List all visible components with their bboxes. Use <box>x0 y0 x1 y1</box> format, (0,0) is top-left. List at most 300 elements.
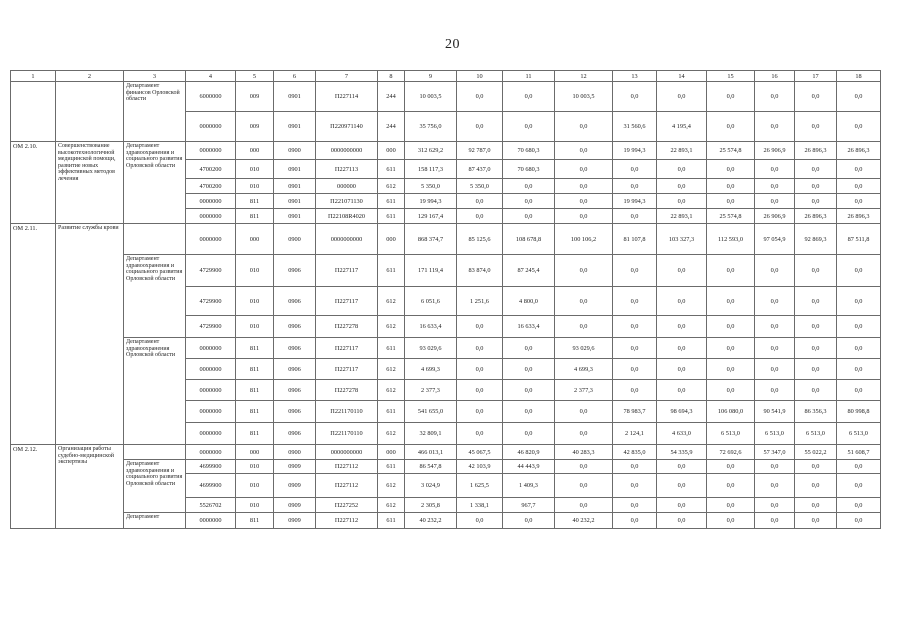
table-cell: 811 <box>236 513 274 529</box>
table-cell: 0901 <box>274 112 316 142</box>
table-cell: 1 409,3 <box>503 474 555 498</box>
table-cell: 811 <box>236 359 274 380</box>
table-cell: 4 195,4 <box>657 112 707 142</box>
table-cell: 010 <box>236 460 274 474</box>
table-cell: 0,0 <box>795 179 837 194</box>
table-cell: 4699900 <box>186 474 236 498</box>
table-cell: 611 <box>378 255 405 287</box>
table-cell: 0,0 <box>657 460 707 474</box>
table-cell: 0,0 <box>707 255 755 287</box>
table-cell: 16 633,4 <box>503 316 555 338</box>
table-cell: 000 <box>378 142 405 160</box>
table-cell: 32 809,1 <box>405 423 457 445</box>
table-cell: 612 <box>378 474 405 498</box>
table-cell: 6 513,0 <box>837 423 881 445</box>
table-cell: 0,0 <box>657 82 707 112</box>
table-cell: 0,0 <box>755 179 795 194</box>
table-cell: 0000000 <box>186 359 236 380</box>
table-cell: 97 054,9 <box>755 224 795 255</box>
table-cell: П220971140 <box>316 112 378 142</box>
table-cell: 10 003,5 <box>405 82 457 112</box>
program-name: Совершенствование высокотехнологичной медицинской помощи, развитие новых эффективных методов лечения <box>56 142 124 224</box>
table-cell: 0,0 <box>657 338 707 359</box>
table-cell: 0,0 <box>503 338 555 359</box>
table-cell: 0,0 <box>613 460 657 474</box>
table-cell: 0,0 <box>555 160 613 179</box>
table-cell: 000 <box>236 224 274 255</box>
table-cell: 0,0 <box>657 513 707 529</box>
table-cell: 6 513,0 <box>707 423 755 445</box>
table-cell: 108 678,8 <box>503 224 555 255</box>
table-cell: 0,0 <box>707 359 755 380</box>
table-cell: 70 680,3 <box>503 160 555 179</box>
table-cell: 611 <box>378 160 405 179</box>
table-cell: 0,0 <box>707 82 755 112</box>
table-cell: 5 350,0 <box>457 179 503 194</box>
table-cell: 811 <box>236 423 274 445</box>
table-cell: 0901 <box>274 160 316 179</box>
table-cell: 1 338,1 <box>457 498 503 513</box>
table-cell: 0,0 <box>795 287 837 316</box>
table-cell: 0906 <box>274 401 316 423</box>
table-row <box>11 338 881 359</box>
table-cell: 0,0 <box>707 316 755 338</box>
table-row <box>11 142 881 160</box>
budget-table <box>10 70 881 529</box>
table-cell: 86 547,8 <box>405 460 457 474</box>
table-cell: 0,0 <box>707 112 755 142</box>
table-cell: 31 560,6 <box>613 112 657 142</box>
table-cell: 4 699,3 <box>555 359 613 380</box>
table-cell: 40 232,2 <box>405 513 457 529</box>
table-cell: 0,0 <box>707 160 755 179</box>
table-cell: 0,0 <box>755 255 795 287</box>
column-header: 9 <box>405 71 457 82</box>
table-cell: 0,0 <box>555 460 613 474</box>
table-cell: 0,0 <box>755 112 795 142</box>
table-cell: 0,0 <box>795 474 837 498</box>
table-cell: 0909 <box>274 513 316 529</box>
table-cell: 0,0 <box>657 179 707 194</box>
table-cell: 42 103,9 <box>457 460 503 474</box>
table-cell: 612 <box>378 423 405 445</box>
table-cell: 85 125,6 <box>457 224 503 255</box>
table-cell: 129 167,4 <box>405 209 457 224</box>
table-cell: 0,0 <box>837 255 881 287</box>
table-cell: 0906 <box>274 423 316 445</box>
table-cell: 22 893,1 <box>657 142 707 160</box>
table-cell: 0,0 <box>657 316 707 338</box>
table-cell: 611 <box>378 513 405 529</box>
table-cell: 0,0 <box>457 380 503 401</box>
table-cell: 967,7 <box>503 498 555 513</box>
table-row <box>11 513 881 529</box>
table-cell: 0000000000 <box>316 142 378 160</box>
table-cell: 0,0 <box>795 338 837 359</box>
table-cell: 0,0 <box>503 82 555 112</box>
table-cell: 80 998,8 <box>837 401 881 423</box>
table-cell: 81 107,8 <box>613 224 657 255</box>
column-header: 1 <box>11 71 56 82</box>
table-cell: 0000000 <box>186 380 236 401</box>
table-cell: 0,0 <box>837 160 881 179</box>
table-cell: 0,0 <box>837 380 881 401</box>
table-cell: 40 232,2 <box>555 513 613 529</box>
table-cell: 611 <box>378 401 405 423</box>
table-cell: 19 994,3 <box>613 142 657 160</box>
table-cell: 4729900 <box>186 287 236 316</box>
table-cell: 0000000 <box>186 423 236 445</box>
column-header: 11 <box>503 71 555 82</box>
table-cell: 0,0 <box>837 338 881 359</box>
table-cell: 98 694,3 <box>657 401 707 423</box>
table-cell: 0,0 <box>755 474 795 498</box>
table-cell: 4 699,3 <box>405 359 457 380</box>
table-cell: 0,0 <box>613 498 657 513</box>
table-cell: 93 029,6 <box>555 338 613 359</box>
table-cell: 54 335,9 <box>657 445 707 460</box>
table-cell: 86 356,3 <box>795 401 837 423</box>
program-code <box>11 82 56 142</box>
table-cell: 4699900 <box>186 460 236 474</box>
table-cell: 0000000 <box>186 194 236 209</box>
table-cell: П227278 <box>316 380 378 401</box>
program-name <box>56 82 124 142</box>
table-cell: 0,0 <box>837 316 881 338</box>
table-cell: 0,0 <box>657 380 707 401</box>
table-row <box>11 460 881 474</box>
table-cell: 244 <box>378 82 405 112</box>
table-cell: 0900 <box>274 224 316 255</box>
table-cell: 0900 <box>274 445 316 460</box>
table-row <box>11 82 881 112</box>
executor-label: Департамент здравоохранения Орловской области <box>124 338 186 445</box>
table-cell: 0,0 <box>457 359 503 380</box>
table-cell: 0,0 <box>707 498 755 513</box>
table-cell: 0,0 <box>657 498 707 513</box>
table-cell: 0,0 <box>555 474 613 498</box>
table-cell: 5526702 <box>186 498 236 513</box>
table-cell: 0,0 <box>795 513 837 529</box>
table-cell: 0,0 <box>503 209 555 224</box>
table-cell: 0,0 <box>503 194 555 209</box>
executor-label: Департамент <box>124 513 186 529</box>
table-cell: 25 574,8 <box>707 209 755 224</box>
table-cell: 0,0 <box>837 112 881 142</box>
table-cell: П227117 <box>316 287 378 316</box>
table-cell: 4 800,0 <box>503 287 555 316</box>
table-cell: 0,0 <box>707 179 755 194</box>
column-header: 17 <box>795 71 837 82</box>
table-cell: 2 124,1 <box>613 423 657 445</box>
table-cell: 010 <box>236 179 274 194</box>
table-cell: 0,0 <box>657 160 707 179</box>
table-cell: 0,0 <box>457 401 503 423</box>
table-cell: 0909 <box>274 498 316 513</box>
table-cell: 0,0 <box>837 513 881 529</box>
table-cell: П221170110 <box>316 423 378 445</box>
table-cell: 0,0 <box>457 338 503 359</box>
table-cell: 0,0 <box>613 380 657 401</box>
table-cell: 0,0 <box>613 255 657 287</box>
table-cell: 26 896,3 <box>795 209 837 224</box>
table-cell: 103 327,3 <box>657 224 707 255</box>
table-cell: 0,0 <box>837 179 881 194</box>
table-cell: 42 835,0 <box>613 445 657 460</box>
executor-label: Департамент финансов Орловской области <box>124 82 186 142</box>
table-cell: 0,0 <box>555 401 613 423</box>
column-header: 12 <box>555 71 613 82</box>
table-cell: 611 <box>378 209 405 224</box>
table-cell: 010 <box>236 160 274 179</box>
table-cell: 000 <box>236 142 274 160</box>
table-cell: 0,0 <box>795 380 837 401</box>
table-cell: 51 608,7 <box>837 445 881 460</box>
table-cell: 72 692,6 <box>707 445 755 460</box>
program-name: Развитие службы крови <box>56 224 124 445</box>
table-cell: 26 906,9 <box>755 209 795 224</box>
table-cell: 611 <box>378 194 405 209</box>
column-header: 7 <box>316 71 378 82</box>
table-cell: 0,0 <box>707 460 755 474</box>
table-cell: П227112 <box>316 513 378 529</box>
table-row <box>11 224 881 255</box>
table-cell: 0000000000 <box>316 224 378 255</box>
table-cell: 312 629,2 <box>405 142 457 160</box>
table-cell: 0,0 <box>555 209 613 224</box>
program-code: ОМ 2.10. <box>11 142 56 224</box>
table-cell: 6 513,0 <box>795 423 837 445</box>
column-header: 16 <box>755 71 795 82</box>
table-cell: 0,0 <box>795 112 837 142</box>
table-cell: 57 347,0 <box>755 445 795 460</box>
table-cell: 0,0 <box>503 359 555 380</box>
table-cell: 106 080,0 <box>707 401 755 423</box>
table-cell: 0,0 <box>613 209 657 224</box>
table-cell: 26 896,3 <box>837 209 881 224</box>
table-cell: 35 756,0 <box>405 112 457 142</box>
table-cell: 40 283,3 <box>555 445 613 460</box>
table-cell: П221071130 <box>316 194 378 209</box>
column-header: 4 <box>186 71 236 82</box>
table-cell: 811 <box>236 194 274 209</box>
table-cell: 2 305,8 <box>405 498 457 513</box>
table-cell: 0,0 <box>503 513 555 529</box>
table-cell: 0,0 <box>555 112 613 142</box>
page-number: 20 <box>445 37 460 52</box>
column-header: 3 <box>124 71 186 82</box>
program-name: Организация работы судебно-медицинской экспертизы <box>56 445 124 529</box>
executor-label: Департамент здравоохранения и социального развития Орловской области <box>124 460 186 513</box>
table-cell: 6000000 <box>186 82 236 112</box>
table-cell: 0,0 <box>707 380 755 401</box>
executor-cell <box>124 445 186 460</box>
table-cell: 158 117,3 <box>405 160 457 179</box>
table-cell: 0000000 <box>186 209 236 224</box>
table-cell: 612 <box>378 316 405 338</box>
table-cell: 0,0 <box>837 460 881 474</box>
table-cell: П227117 <box>316 338 378 359</box>
table-cell: 0000000 <box>186 224 236 255</box>
table-cell: 010 <box>236 316 274 338</box>
table-cell: 0,0 <box>795 460 837 474</box>
table-cell: 0,0 <box>613 474 657 498</box>
table-cell: 0,0 <box>613 160 657 179</box>
table-cell: 612 <box>378 179 405 194</box>
table-row <box>11 255 881 287</box>
table-cell: 0,0 <box>555 142 613 160</box>
table-cell: 009 <box>236 82 274 112</box>
table-cell: П227112 <box>316 474 378 498</box>
table-cell: 0,0 <box>795 194 837 209</box>
column-header: 5 <box>236 71 274 82</box>
table-cell: 811 <box>236 209 274 224</box>
table-cell: 26 896,3 <box>837 142 881 160</box>
table-cell: 010 <box>236 474 274 498</box>
table-cell: П22108R4020 <box>316 209 378 224</box>
table-cell: 6 513,0 <box>755 423 795 445</box>
table-cell: 0906 <box>274 359 316 380</box>
table-cell: 0,0 <box>657 287 707 316</box>
table-cell: 46 820,9 <box>503 445 555 460</box>
table-cell: 0,0 <box>795 255 837 287</box>
table-cell: 0,0 <box>837 359 881 380</box>
table-cell: 87 245,4 <box>503 255 555 287</box>
column-header: 2 <box>56 71 124 82</box>
table-cell: 0,0 <box>657 255 707 287</box>
table-cell: 0,0 <box>755 359 795 380</box>
table-cell: 25 574,8 <box>707 142 755 160</box>
table-cell: 5 350,0 <box>405 179 457 194</box>
table-cell: 0,0 <box>555 423 613 445</box>
table-cell: 0,0 <box>457 423 503 445</box>
table-cell: 000 <box>378 445 405 460</box>
table-cell: 26 906,9 <box>755 142 795 160</box>
table-cell: 0,0 <box>613 287 657 316</box>
table-cell: 0,0 <box>503 401 555 423</box>
table-cell: 0,0 <box>837 474 881 498</box>
column-header: 15 <box>707 71 755 82</box>
table-cell: 0,0 <box>795 359 837 380</box>
table-cell: 0,0 <box>503 423 555 445</box>
table-cell: 26 896,3 <box>795 142 837 160</box>
table-cell: 612 <box>378 287 405 316</box>
table-cell: 0,0 <box>555 179 613 194</box>
executor-cell <box>124 224 186 255</box>
table-cell: 0,0 <box>755 287 795 316</box>
table-cell: 0,0 <box>457 513 503 529</box>
table-cell: 0,0 <box>613 359 657 380</box>
table-cell: 010 <box>236 255 274 287</box>
table-cell: 612 <box>378 498 405 513</box>
table-cell: 811 <box>236 338 274 359</box>
table-cell: 0000000 <box>186 338 236 359</box>
table-cell: 83 874,0 <box>457 255 503 287</box>
table-cell: 0906 <box>274 316 316 338</box>
table-cell: П227278 <box>316 316 378 338</box>
header-row <box>11 71 881 82</box>
table-cell: 0,0 <box>555 316 613 338</box>
table-cell: 0906 <box>274 287 316 316</box>
table-cell: П227117 <box>316 359 378 380</box>
table-cell: 0,0 <box>755 82 795 112</box>
table-cell: П227117 <box>316 255 378 287</box>
table-cell: 55 022,2 <box>795 445 837 460</box>
table-cell: 0,0 <box>837 194 881 209</box>
column-header: 18 <box>837 71 881 82</box>
table-cell: П227114 <box>316 82 378 112</box>
table-cell: 0,0 <box>707 287 755 316</box>
table-cell: 611 <box>378 338 405 359</box>
table-cell: 22 893,1 <box>657 209 707 224</box>
table-cell: 0,0 <box>837 498 881 513</box>
table-cell: П227113 <box>316 160 378 179</box>
table-cell: 0,0 <box>837 82 881 112</box>
program-code: ОМ 2.12. <box>11 445 56 529</box>
table-cell: 811 <box>236 380 274 401</box>
table-cell: 000 <box>236 445 274 460</box>
table-cell: 0,0 <box>795 82 837 112</box>
table-cell: 87 511,8 <box>837 224 881 255</box>
table-cell: 611 <box>378 460 405 474</box>
table-cell: 0,0 <box>707 338 755 359</box>
table-cell: 009 <box>236 112 274 142</box>
table-cell: 0,0 <box>457 316 503 338</box>
table-cell: 0000000000 <box>316 445 378 460</box>
table-cell: 0,0 <box>613 316 657 338</box>
table-cell: 92 787,0 <box>457 142 503 160</box>
table-cell: 0909 <box>274 474 316 498</box>
table-cell: 0,0 <box>503 179 555 194</box>
table-cell: 0,0 <box>755 380 795 401</box>
table-cell: 541 655,0 <box>405 401 457 423</box>
table-cell: 90 541,9 <box>755 401 795 423</box>
table-cell: 0,0 <box>755 460 795 474</box>
table-cell: 0900 <box>274 142 316 160</box>
table-cell: 1 251,6 <box>457 287 503 316</box>
table-cell: 16 633,4 <box>405 316 457 338</box>
table-cell: 0,0 <box>457 112 503 142</box>
table-cell: 70 680,3 <box>503 142 555 160</box>
table-cell: 1 625,5 <box>457 474 503 498</box>
table-cell: 0,0 <box>613 82 657 112</box>
table-cell: 0,0 <box>555 287 613 316</box>
table-cell: П227112 <box>316 460 378 474</box>
table-cell: 0901 <box>274 82 316 112</box>
table-cell: 0,0 <box>555 194 613 209</box>
table-cell: П227252 <box>316 498 378 513</box>
table-cell: 0000000 <box>186 401 236 423</box>
table-cell: 0,0 <box>707 474 755 498</box>
table-cell: 0,0 <box>657 194 707 209</box>
table-cell: 010 <box>236 498 274 513</box>
table-cell: 0,0 <box>555 498 613 513</box>
table-cell: 0901 <box>274 209 316 224</box>
table-cell: 0,0 <box>837 287 881 316</box>
table-cell: 0909 <box>274 460 316 474</box>
column-header: 13 <box>613 71 657 82</box>
table-cell: 4 633,0 <box>657 423 707 445</box>
table-cell: 6 051,6 <box>405 287 457 316</box>
table-cell: 100 106,2 <box>555 224 613 255</box>
table-cell: 0,0 <box>755 498 795 513</box>
table-cell: 0,0 <box>755 194 795 209</box>
table-cell: 0906 <box>274 380 316 401</box>
table-cell: 0,0 <box>795 498 837 513</box>
table-cell: 868 374,7 <box>405 224 457 255</box>
table-cell: 0901 <box>274 179 316 194</box>
table-cell: 0,0 <box>795 316 837 338</box>
